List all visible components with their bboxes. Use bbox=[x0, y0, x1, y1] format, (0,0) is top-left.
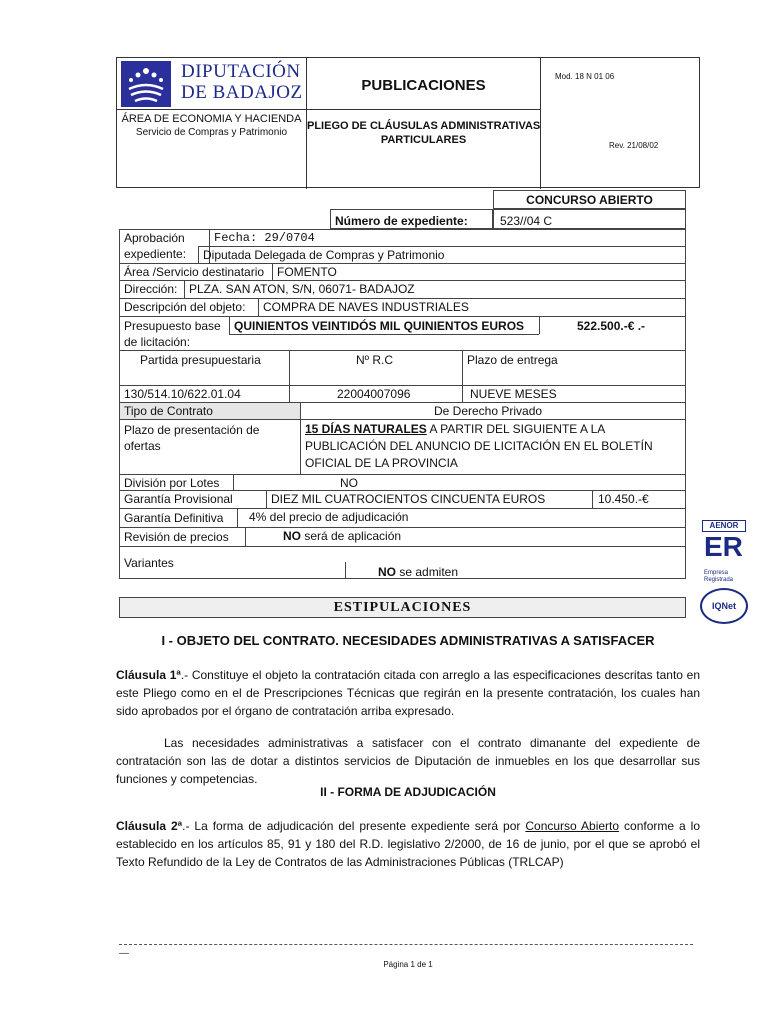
tipo-label: Tipo de Contrato bbox=[124, 404, 213, 418]
divider bbox=[245, 527, 246, 546]
doc-subtitle-block bbox=[307, 110, 541, 189]
expediente-label-cell bbox=[330, 209, 493, 229]
direccion-label: Dirección: bbox=[124, 282, 178, 296]
divider bbox=[119, 474, 686, 475]
service-name: Servicio de Compras y Patrimonio bbox=[135, 127, 288, 138]
divider bbox=[119, 263, 686, 264]
revision-label: Revisión de precios bbox=[124, 530, 229, 544]
heading-objeto: I - OBJETO DEL CONTRATO. NECESIDADES ADMINISTRATIVAS A SATISFACER bbox=[161, 633, 655, 648]
divider bbox=[300, 402, 301, 474]
iqnet-seal bbox=[700, 588, 748, 624]
presupuesto-cifra: 522.500.-€ .- bbox=[577, 319, 646, 333]
gprov-label: Garantía Provisional bbox=[124, 492, 233, 506]
revision-bold: NO bbox=[283, 529, 301, 543]
divider bbox=[119, 490, 686, 491]
divider bbox=[289, 350, 290, 402]
aenor-label: AENOR bbox=[702, 520, 746, 532]
divider bbox=[119, 385, 686, 386]
revision-date: Rev. 21/08/02 bbox=[609, 141, 659, 150]
plazo-pres-value-2: PUBLICACIÓN DEL ANUNCIO DE LICITACIÓN EN EL BOLETÍN bbox=[305, 439, 653, 453]
clausula-2-text-2: conforme a lo establecido en los artículos 85, 91 y 180 del R.D. legislativo 2/2000, de 16 de junio, por el que se aprobó el Texto Refundido de la Ley de Contratos de las Administraciones Públicas (TRLCAP) bbox=[116, 819, 700, 869]
divider bbox=[266, 490, 267, 508]
clausula-1 bbox=[116, 666, 700, 720]
area-block bbox=[117, 110, 307, 189]
mod-code: Mod. 18 N 01 06 bbox=[555, 72, 615, 81]
doc-title: PUBLICACIONES bbox=[361, 77, 486, 94]
divider bbox=[198, 246, 199, 263]
plazo-pres-bold: 15 DÍAS NATURALES bbox=[305, 422, 427, 436]
clausula-2 bbox=[116, 817, 700, 871]
divider bbox=[119, 527, 686, 528]
descripcion-label: Descripción del objeto: bbox=[124, 300, 246, 314]
aenor-certification-badge bbox=[698, 518, 750, 626]
divider bbox=[119, 546, 686, 547]
doc-title-block bbox=[307, 58, 541, 110]
logo-block bbox=[117, 58, 307, 110]
logo-emblem-icon bbox=[121, 61, 171, 107]
partida-label: Partida presupuestaria bbox=[140, 353, 261, 367]
section-title-bar bbox=[119, 597, 686, 618]
gprov-cifra: 10.450.-€ bbox=[598, 492, 649, 506]
org-name-1: DIPUTACIÓN bbox=[181, 61, 301, 82]
footer-rule bbox=[119, 944, 693, 945]
clausula-2-text-1: .- La forma de adjudicación del presente expediente será por bbox=[182, 819, 526, 833]
divider bbox=[119, 280, 686, 281]
header bbox=[116, 57, 700, 188]
doc-subtitle-1: PLIEGO DE CLÁUSULAS ADMINISTRATIVAS bbox=[307, 120, 541, 132]
revision-rest: será de aplicación bbox=[301, 529, 402, 543]
divider bbox=[119, 316, 686, 317]
lotes-value: NO bbox=[340, 476, 358, 490]
revision-value bbox=[283, 529, 401, 543]
clausula-2-label: Cláusula 2ª bbox=[116, 819, 183, 833]
clausula-1-label: Cláusula 1ª bbox=[116, 668, 181, 682]
procedure-type: CONCURSO ABIERTO bbox=[526, 193, 653, 207]
direccion-value: PLZA. SAN ATON, S/N, 06071- BADAJOZ bbox=[189, 282, 415, 296]
plazo-entrega-value: NUEVE MESES bbox=[470, 387, 557, 401]
divider bbox=[184, 280, 185, 298]
expediente-label: Número de expediente: bbox=[335, 214, 468, 228]
area-name: ÁREA DE ECONOMIA Y HACIENDA bbox=[121, 113, 302, 125]
plazo-pres-label-1: Plazo de presentación de bbox=[124, 423, 260, 437]
diputacion-logo bbox=[121, 61, 171, 107]
divider bbox=[229, 316, 230, 334]
divider bbox=[345, 562, 346, 579]
iqnet-label: IQNet bbox=[711, 601, 736, 611]
clausula-1-text: .- Constituye el objeto la contratación citada con arreglo a las especificaciones descritas tanto en este Pliego como en el de Prescripciones Técnicas que regirán en la presente contratación, los cuales han sido aprobados por el órgano de contratación arriba expresado. bbox=[116, 668, 701, 718]
aprobado-por: Diputada Delegada de Compras y Patrimonio bbox=[203, 248, 445, 262]
variantes-value bbox=[378, 565, 458, 579]
divider bbox=[119, 508, 686, 509]
expediente-value-cell bbox=[493, 209, 686, 229]
gdef-label: Garantía Definitiva bbox=[124, 511, 224, 525]
aprobacion-label-1: Aprobación bbox=[124, 231, 185, 245]
aprobacion-label-2: expediente: bbox=[124, 247, 187, 261]
variantes-rest: se admiten bbox=[396, 565, 459, 579]
er-letters: ER bbox=[704, 531, 743, 562]
concurso-abierto-link[interactable]: Concurso Abierto bbox=[525, 819, 620, 833]
section-title: ESTIPULACIONES bbox=[333, 600, 472, 615]
footer-dash: — bbox=[119, 948, 129, 959]
expediente-value: 523//04 C bbox=[500, 214, 553, 228]
plazo-pres-value-3: OFICIAL DE LA PROVINCIA bbox=[305, 456, 458, 470]
plazo-pres-value-1 bbox=[305, 422, 605, 436]
rc-value: 22004007096 bbox=[337, 387, 411, 401]
divider bbox=[592, 490, 593, 508]
page-number: Página 1 de 1 bbox=[383, 960, 433, 969]
gprov-letras: DIEZ MIL CUATROCIENTOS CINCUENTA EUROS bbox=[271, 492, 546, 506]
descripcion-value: COMPRA DE NAVES INDUSTRIALES bbox=[263, 300, 469, 314]
divider bbox=[258, 298, 259, 316]
divider bbox=[272, 263, 273, 280]
lotes-label: División por Lotes bbox=[124, 476, 220, 490]
divider bbox=[237, 508, 238, 527]
er-caption-1: Empresa bbox=[704, 570, 729, 576]
doc-subtitle-2: PARTICULARES bbox=[380, 134, 467, 146]
variantes-label: Variantes bbox=[124, 556, 174, 570]
divider bbox=[119, 298, 686, 299]
plazo-entrega-label: Plazo de entrega bbox=[467, 353, 558, 367]
procedure-cell bbox=[493, 190, 686, 209]
partida-value: 130/514.10/622.01.04 bbox=[124, 387, 241, 401]
divider bbox=[233, 474, 234, 490]
gdef-value: 4% del precio de adjudicación bbox=[249, 510, 409, 524]
variantes-bold: NO bbox=[378, 565, 396, 579]
tipo-value: De Derecho Privado bbox=[434, 404, 543, 418]
heading-adjudicacion: II - FORMA DE ADJUDICACIÓN bbox=[320, 785, 496, 799]
org-name-2: DE BADAJOZ bbox=[181, 82, 303, 103]
area-label: Área /Servicio destinatario bbox=[124, 265, 265, 279]
divider bbox=[539, 316, 540, 334]
divider bbox=[198, 246, 686, 247]
er-caption-2: Registrada bbox=[704, 577, 734, 583]
divider bbox=[119, 419, 686, 420]
area-value: FOMENTO bbox=[277, 265, 337, 279]
plazo-pres-label-2: ofertas bbox=[124, 439, 161, 453]
rc-label: Nº R.C bbox=[356, 353, 394, 367]
paragraph-necesidades: Las necesidades administrativas a satisfacer con el contrato dimanante del expediente de contratación son las de dotar a distintos servicios de Diputación de inmuebles en los que desarrollar sus funciones y competencias. bbox=[116, 736, 700, 786]
fecha: Fecha: 29/0704 bbox=[214, 231, 315, 245]
presupuesto-letras: QUINIENTOS VEINTIDÓS MIL QUINIENTOS EUROS bbox=[234, 319, 525, 333]
plazo-pres-rest: A PARTIR DEL SIGUIENTE A LA bbox=[426, 422, 606, 436]
presupuesto-label-2: de licitación: bbox=[124, 335, 191, 349]
presupuesto-label-1: Presupuesto base bbox=[124, 319, 221, 333]
divider bbox=[119, 350, 686, 351]
divider bbox=[462, 350, 463, 402]
divider bbox=[229, 334, 539, 335]
